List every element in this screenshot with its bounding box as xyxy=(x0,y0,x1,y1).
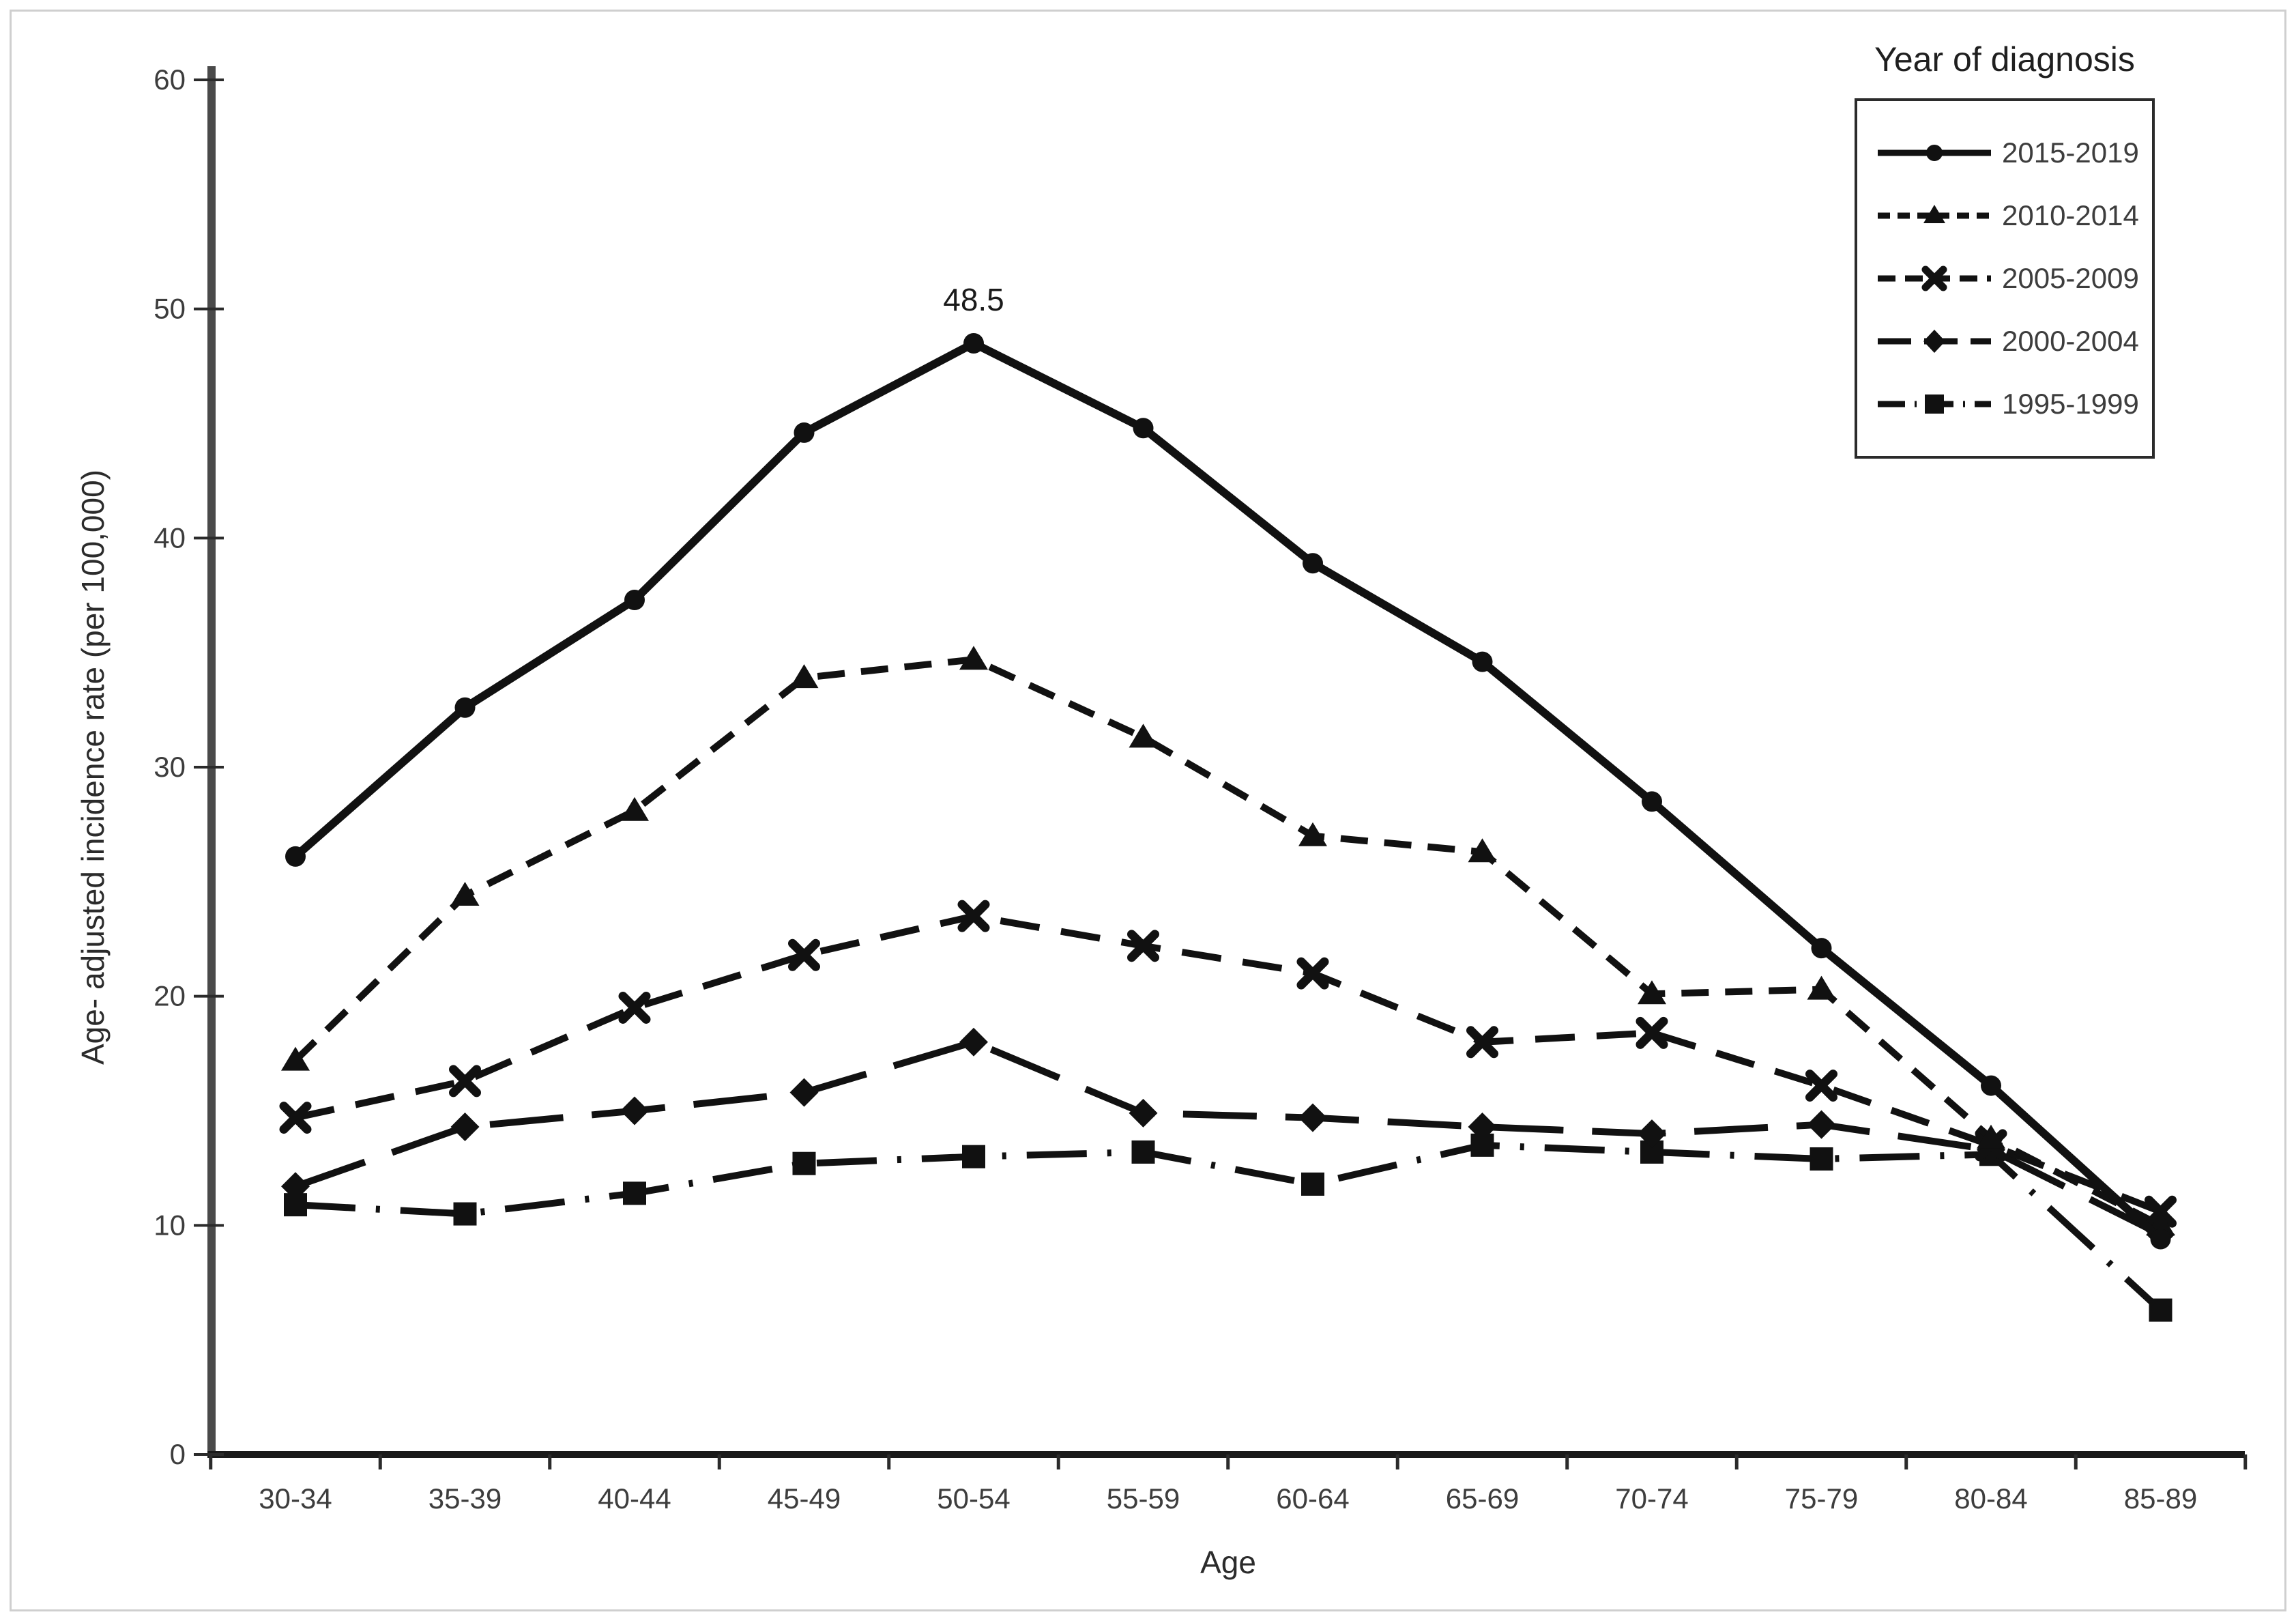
data-point-2000-2004-75-79 xyxy=(1807,1110,1836,1139)
data-point-2015-2019-70-74 xyxy=(1642,791,1662,812)
series-line-2015-2019 xyxy=(295,343,2161,1239)
legend-box xyxy=(1855,98,2155,459)
x-tick-label: 45-49 xyxy=(767,1482,841,1515)
legend-label: 2005-2009 xyxy=(2002,262,2139,294)
y-tick-label: 20 xyxy=(154,979,186,1012)
data-point-2000-2004-55-59 xyxy=(1129,1099,1158,1128)
data-point-2010-2014-75-79 xyxy=(1807,976,1836,1000)
data-point-2005-2009-40-44 xyxy=(623,996,646,1019)
data-point-1995-1999-55-59 xyxy=(1132,1141,1155,1164)
x-tick-label: 30-34 xyxy=(259,1482,332,1515)
legend-entry-2015-2019 xyxy=(1876,121,2145,184)
legend-sample-square-icon xyxy=(1876,384,1992,425)
data-point-1995-1999-60-64 xyxy=(1301,1173,1324,1196)
x-tick-label: 55-59 xyxy=(1106,1482,1180,1515)
legend-label: 2000-2004 xyxy=(2002,325,2139,357)
data-point-2005-2009-35-39 xyxy=(454,1070,477,1093)
data-point-1995-1999-50-54 xyxy=(962,1145,985,1168)
legend-entry-2000-2004 xyxy=(1876,310,2145,373)
data-point-2015-2019-40-44 xyxy=(624,590,645,610)
series-line-2010-2014 xyxy=(295,659,2161,1225)
data-point-2015-2019-30-34 xyxy=(285,846,306,867)
data-point-2010-2014-45-49 xyxy=(790,664,819,688)
series-line-2005-2009 xyxy=(295,916,2161,1211)
legend-label: 2010-2014 xyxy=(2002,199,2139,231)
legend-sample-triangle-icon xyxy=(1876,195,1992,236)
x-tick-label: 80-84 xyxy=(1954,1482,2028,1515)
legend-label: 1995-1999 xyxy=(2002,388,2139,420)
data-point-2015-2019-50-54 xyxy=(963,333,984,354)
y-tick-label: 40 xyxy=(154,521,186,554)
data-point-2015-2019-60-64 xyxy=(1303,553,1323,573)
legend-label: 2015-2019 xyxy=(2002,137,2139,169)
data-point-2015-2019-65-69 xyxy=(1472,652,1493,672)
x-tick-label: 35-39 xyxy=(428,1482,502,1515)
y-tick-label: 30 xyxy=(154,751,186,783)
x-tick-label: 65-69 xyxy=(1445,1482,1520,1515)
x-axis-title: Age xyxy=(1200,1545,1256,1580)
x-tick-label: 75-79 xyxy=(1784,1482,1859,1515)
legend-sample-x-icon xyxy=(1876,258,1992,299)
y-tick-label: 0 xyxy=(169,1438,186,1470)
legend xyxy=(1855,40,2155,459)
x-tick-label: 60-64 xyxy=(1276,1482,1350,1515)
legend-entry-2010-2014 xyxy=(1876,184,2145,247)
x-tick-label: 50-54 xyxy=(937,1482,1011,1515)
data-point-1995-1999-40-44 xyxy=(623,1181,646,1205)
data-point-1995-1999-75-79 xyxy=(1810,1147,1833,1171)
data-point-2000-2004-45-49 xyxy=(790,1078,819,1107)
data-point-2005-2009-75-79 xyxy=(1810,1074,1833,1098)
y-axis-title: Age- adjusted incidence rate (per 100,000) xyxy=(75,469,111,1065)
x-tick-label: 70-74 xyxy=(1615,1482,1689,1515)
y-tick-label: 10 xyxy=(154,1209,186,1242)
legend-sample-diamond-icon xyxy=(1876,321,1992,362)
data-point-2015-2019-35-39 xyxy=(455,698,476,718)
data-point-2010-2014-55-59 xyxy=(1129,723,1158,747)
x-tick-label: 40-44 xyxy=(598,1482,671,1515)
data-point-1995-1999-35-39 xyxy=(454,1203,477,1226)
data-point-1995-1999-45-49 xyxy=(793,1152,816,1175)
data-point-2000-2004-50-54 xyxy=(959,1028,988,1057)
x-tick-label: 85-89 xyxy=(2123,1482,2198,1515)
data-point-2000-2004-40-44 xyxy=(620,1097,649,1125)
y-tick-label: 50 xyxy=(154,292,186,325)
data-point-2010-2014-35-39 xyxy=(451,882,480,906)
data-point-2015-2019-80-84 xyxy=(1981,1076,2001,1096)
data-point-2000-2004-35-39 xyxy=(451,1113,480,1141)
data-point-2015-2019-85-89 xyxy=(2151,1229,2171,1249)
series-line-2000-2004 xyxy=(295,1042,2161,1235)
series-line-1995-1999 xyxy=(295,1145,2161,1310)
data-point-1995-1999-85-89 xyxy=(2149,1299,2173,1322)
y-tick-label: 60 xyxy=(154,63,186,96)
legend-sample-circle-icon xyxy=(1876,132,1992,173)
peak-value-label: 48.5 xyxy=(943,282,1004,318)
legend-title: Year of diagnosis xyxy=(1874,40,2135,78)
data-point-2015-2019-75-79 xyxy=(1812,938,1832,958)
data-point-2015-2019-45-49 xyxy=(794,422,815,443)
legend-entry-2005-2009 xyxy=(1876,247,2145,310)
data-point-2015-2019-55-59 xyxy=(1133,418,1154,438)
legend-entry-1995-1999 xyxy=(1876,373,2145,435)
data-point-2000-2004-60-64 xyxy=(1298,1104,1327,1132)
